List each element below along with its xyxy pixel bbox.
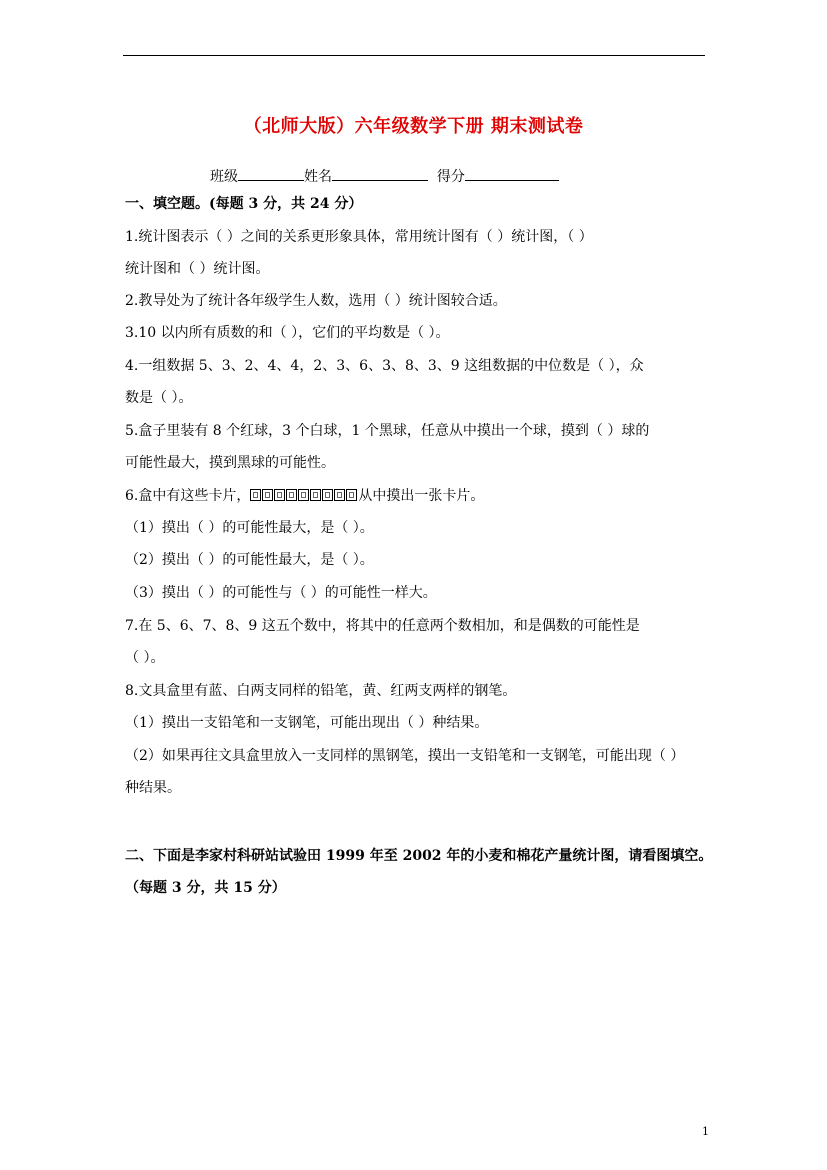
card-icon [286,489,297,501]
question-7-line-2: （ ）。 [125,650,165,666]
question-4-line-2: 数是（ ）。 [125,390,193,406]
card-images [250,486,358,506]
question-6-part-1: （1）摸出（ ）的可能性最大，是（ ）。 [125,520,374,536]
card-icon [250,489,261,501]
student-info-line [210,166,559,187]
question-5-line-2: 可能性最大，摸到黑球的可能性。 [125,455,335,471]
question-6 [125,486,729,506]
question-6-part-3: （3）摸出（ ）的可能性与（ ）的可能性一样大。 [125,585,437,601]
question-1-line-1: 1.统计图表示（ ）之间的关系更形象具体，常用统计图有（ ）统计图，（ ） [125,229,593,245]
header-rule [123,55,705,56]
card-icon [334,489,345,501]
question-8: 8.文具盒里有蓝、白两支同样的铅笔，黄、红两支两样的钢笔。 [125,683,517,699]
section2-heading: 二、下面是李家村科研站试验田 1999 年至 2002 年的小麦和棉花产量统计图，请看图填空。 [125,848,713,864]
card-icon [322,489,333,501]
name-blank [332,166,428,181]
page-title: （北师大版）六年级数学下册 期末测试卷 [243,116,584,137]
question-7-line-1: 7.在 5、6、7、8、9 这五个数中，将其中的任意两个数相加，和是偶数的可能性是 [125,618,640,634]
class-label: 班级 [210,169,238,185]
section2-subheading: （每题 3 分，共 15 分） [125,880,286,896]
question-8-part-2-line-2: 种结果。 [125,780,181,796]
question-8-part-1: （1）摸出一支铅笔和一支钢笔，可能出现出（ ）种结果。 [125,715,489,731]
question-5-line-1: 5.盒子里装有 8 个红球，3 个白球，1 个黑球，任意从中摸出一个球，摸到（ ）球的 [125,423,650,439]
question-4-line-1: 4.一组数据 5、3、2、4、4，2、3、6、3、8、3、9 这组数据的中位数是（ ），众 [125,358,644,374]
page-number: 1 [702,1125,709,1138]
section1-heading: 一、填空题。(每题 3 分，共 24 分） [125,196,363,212]
question-2: 2.教导处为了统计各年级学生人数，选用（ ）统计图较合适。 [125,293,507,309]
question-8-part-2-line-1: （2）如果再往文具盒里放入一支同样的黑钢笔，摸出一支铅笔和一支钢笔，可能出现（ ） [125,748,685,764]
question-1-line-2: 统计图和（ ）统计图。 [125,261,270,277]
question-6-suffix: 从中摸出一张卡片。 [358,488,485,504]
score-blank [465,166,559,181]
card-icon [262,489,273,501]
question-3: 3.10 以内所有质数的和（ ），它们的平均数是（ ）。 [125,325,450,341]
card-icon [274,489,285,501]
card-icon [298,489,309,501]
name-label: 姓名 [304,169,332,185]
question-6-prefix: 6.盒中有这些卡片， [125,488,251,504]
card-icon [346,489,357,501]
class-blank [238,166,304,181]
card-icon [310,489,321,501]
score-label: 得分 [436,169,465,185]
question-6-part-2: （2）摸出（ ）的可能性最大，是（ ）。 [125,552,374,568]
